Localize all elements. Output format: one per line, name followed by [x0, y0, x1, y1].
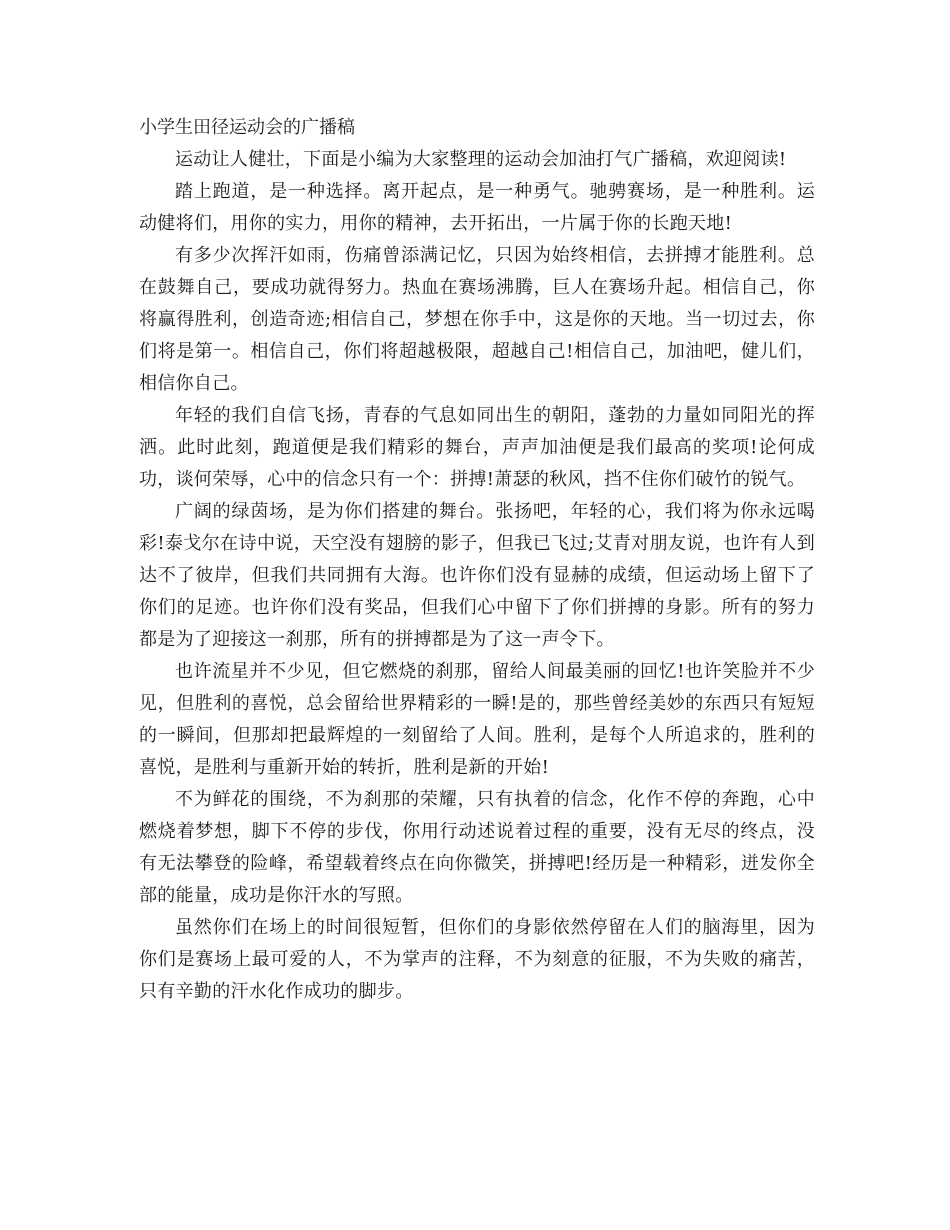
- document-title: 小学生田径运动会的广播稿: [139, 117, 355, 138]
- paragraph-3: 年轻的我们自信飞扬，青春的气息如同出生的朝阳，蓬勃的力量如同阳光的挥洒。此时此刻，跑道便是我们精彩的舞台，声声加油便是我们最高的奖项!论何成功，谈何荣辱，心中的信念只有一个：拼搏!萧瑟的秋风，挡不住你们破竹的锐气。: [139, 405, 815, 490]
- paragraph-5: 也许流星并不少见，但它燃烧的刹那，留给人间最美丽的回忆!也许笑脸并不少见，但胜利的喜悦，总会留给世界精彩的一瞬!是的，那些曾经美妙的东西只有短短的一瞬间，但那却把最辉煌的一刻留给了人间。胜利，是每个人所追求的，胜利的喜悦，是胜利与重新开始的转折，胜利是新的开始!: [139, 661, 815, 778]
- paragraph-2: 有多少次挥汗如雨，伤痛曾添满记忆，只因为始终相信，去拼搏才能胜利。总在鼓舞自己，要成功就得努力。热血在赛场沸腾，巨人在赛场升起。相信自己，你将赢得胜利，创造奇迹;相信自己，梦想在你手中，这是你的天地。当一切过去，你们将是第一。相信自己，你们将超越极限，超越自己!相信自己，加油吧，健儿们，相信你自己。: [139, 245, 815, 394]
- paragraph-intro: 运动让人健壮，下面是小编为大家整理的运动会加油打气广播稿，欢迎阅读!: [175, 149, 787, 170]
- paragraph-7: 虽然你们在场上的时间很短暂，但你们的身影依然停留在人们的脑海里，因为你们是赛场上最可爱的人，不为掌声的注释，不为刻意的征服，不为失败的痛苦，只有辛勤的汗水化作成功的脚步。: [139, 917, 815, 1002]
- paragraph-4: 广阔的绿茵场，是为你们搭建的舞台。张扬吧，年轻的心，我们将为你永远喝彩!泰戈尔在诗中说，天空没有翅膀的影子，但我已飞过;艾青对朋友说，也许有人到达不了彼岸，但我们共同拥有大海。也许你们没有显赫的成绩，但运动场上留下了你们的足迹。也许你们没有奖品，但我们心中留下了你们拼搏的身影。所有的努力都是为了迎接这一刹那，所有的拼搏都是为了这一声令下。: [139, 501, 815, 650]
- paragraph-6: 不为鲜花的围绕，不为刹那的荣耀，只有执着的信念，化作不停的奔跑，心中燃烧着梦想，脚下不停的步伐，你用行动述说着过程的重要，没有无尽的终点，没有无法攀登的险峰，希望载着终点在向你微笑，拼搏吧!经历是一种精彩，迸发你全部的能量，成功是你汗水的写照。: [139, 789, 815, 906]
- paragraph-1: 踏上跑道，是一种选择。离开起点，是一种勇气。驰骋赛场，是一种胜利。运动健将们，用你的实力，用你的精神，去开拓出，一片属于你的长跑天地!: [139, 181, 815, 234]
- document-page: [139, 112, 815, 1008]
